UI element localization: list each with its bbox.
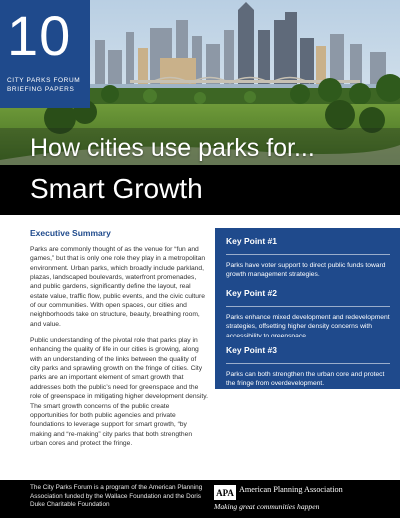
apa-logo-text: APA (216, 488, 234, 498)
key-point-divider (226, 363, 390, 364)
executive-summary-heading: Executive Summary (30, 228, 111, 238)
organization-name: American Planning Association (239, 485, 343, 494)
key-point-divider (226, 254, 390, 255)
key-point-2-title: Key Point #2 (226, 288, 278, 298)
series-subtitle: BRIEFING PAPERS (7, 86, 75, 93)
key-point-3 (215, 337, 400, 389)
footer-program-note: The City Parks Forum is a program of the American Planning Association funded by the Wallace Foundation and the Doris Duke Charitable Foundation (30, 484, 203, 508)
title-line-2: Smart Growth (30, 173, 203, 204)
key-point-1-title: Key Point #1 (226, 236, 278, 246)
key-point-1 (215, 228, 400, 280)
series-name: CITY PARKS FORUM (7, 77, 81, 84)
key-point-3-title: Key Point #3 (226, 345, 278, 355)
organization-tagline: Making great communities happen (214, 502, 320, 511)
summary-paragraph-2: Public understanding of the pivotal role that parks play in enhancing the quality of life in our cities is growing, along with an understanding of the links between the quality of city parks and sprawling growth on the fringe of cities. City parks are an important element of smart growth that addresses both the public’s need for greenspace and the role of greenspace in mitigating higher development density. The smart growth concerns of the public create opportunities for both public agencies and private foundations to leverage support for smart growth, “by making and “re-making” city parks that both strengthen urban cores and protect the fringe. (30, 337, 208, 447)
title-line-1: How cities use parks for... (30, 134, 315, 162)
apa-logo (214, 485, 236, 500)
briefing-number: 10 (7, 4, 72, 67)
executive-summary (30, 228, 208, 455)
footer-band (0, 480, 400, 518)
series-badge (0, 0, 90, 108)
summary-paragraph-1: Parks are commonly thought of as the venue for “fun and games,” but that is only one role they play in a metropolitan environment. Urban parks, which broadly include parkland, plazas, landscaped boulevards, waterfront promenades, and public gardens, significantly define the layout, real estate value, traffic flow, public events, and the civic culture of our communities. With open spaces, our cities and neighborhoods take on structure, beauty, breathing room, and value. (30, 246, 206, 328)
key-point-3-text: Parks can both strengthen the urban core and protect the fringe from overdevelopment. (226, 371, 385, 388)
key-point-2-text: Parks enhance mixed development and redevelopment strategies, offsetting higher density concerns with (226, 314, 390, 331)
key-point-divider (226, 306, 390, 307)
key-point-2 (215, 280, 400, 340)
key-point-1-text: Parks have voter support to direct public funds toward growth management strategies. (226, 262, 386, 279)
